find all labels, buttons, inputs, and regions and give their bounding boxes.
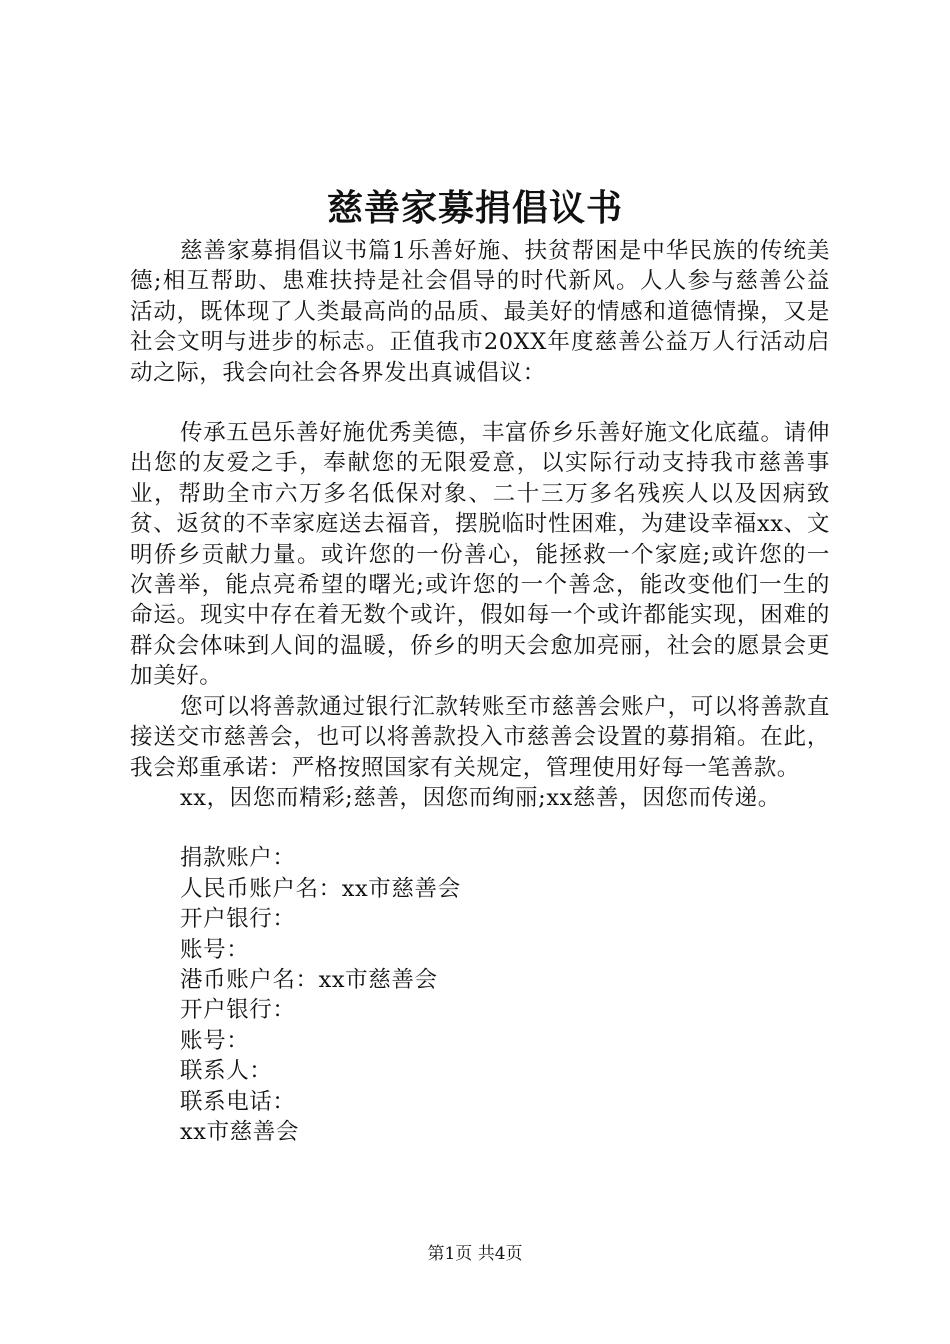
hkd-account-name: 港币账户名：xx市慈善会	[180, 966, 438, 993]
paragraph-spacer	[130, 813, 830, 843]
paragraph-slogan: xx，因您而精彩;慈善，因您而绚丽;xx慈善，因您而传递。	[180, 784, 781, 811]
contact-phone: 联系电话：	[180, 1088, 296, 1115]
signature-organization: xx市慈善会	[180, 1118, 299, 1145]
paragraph-intro: 慈善家募捐倡议书篇1乐善好施、扶贫帮困是中华民族的传统美德;相互帮助、患难扶持是社会倡导的时代新风。人人参与慈善公益活动，既体现了人类最高尚的品质、最美好的情感和道德情操，又是社会文明与进步的标志。正值我市20XX年度慈善公益万人行活动启动之际，我会向社会各界发出真诚倡议：	[130, 238, 830, 386]
paragraph-appeal: 传承五邑乐善好施优秀美德，丰富侨乡乐善好施文化底蕴。请伸出您的友爱之手，奉献您的无限爱意，以实际行动支持我市慈善事业，帮助全市六万多名低保对象、二十三万多名残疾人以及因病致贫、返贫的不幸家庭送去福音，摆脱临时性困难，为建设幸福xx、文明侨乡贡献力量。或许您的一份善心，能拯救一个家庭;或许您的一次善举，能点亮希望的曙光;或许您的一个善念，能改变他们一生的命运。现实中存在着无数个或许，假如每一个或许都能实现，困难的群众会体味到人间的温暖，侨乡的明天会愈加亮丽，社会的愿景会更加美好。	[130, 420, 830, 690]
paragraph-donation-methods: 您可以将善款通过银行汇款转账至市慈善会账户，可以将善款直接送交市慈善会，也可以将善款投入市慈善会设置的募捐箱。在此，我会郑重承诺：严格按照国家有关规定，管理使用好每一笔善款。	[130, 693, 830, 781]
rmb-account-number: 账号：	[180, 936, 250, 963]
donation-info-block	[130, 843, 830, 1147]
rmb-bank: 开户银行：	[180, 906, 296, 933]
document-title: 慈善家募捐倡议书	[326, 187, 623, 229]
contact-person: 联系人：	[180, 1058, 273, 1085]
document-body	[130, 236, 830, 1147]
page-number-footer: 第1页 共4页	[427, 1244, 523, 1264]
hkd-account-number: 账号：	[180, 1027, 250, 1054]
hkd-bank: 开户银行：	[180, 997, 296, 1024]
paragraph-spacer	[130, 388, 830, 418]
donation-account-heading: 捐款账户：	[180, 845, 296, 872]
rmb-account-name: 人民币账户名：xx市慈善会	[180, 875, 461, 902]
